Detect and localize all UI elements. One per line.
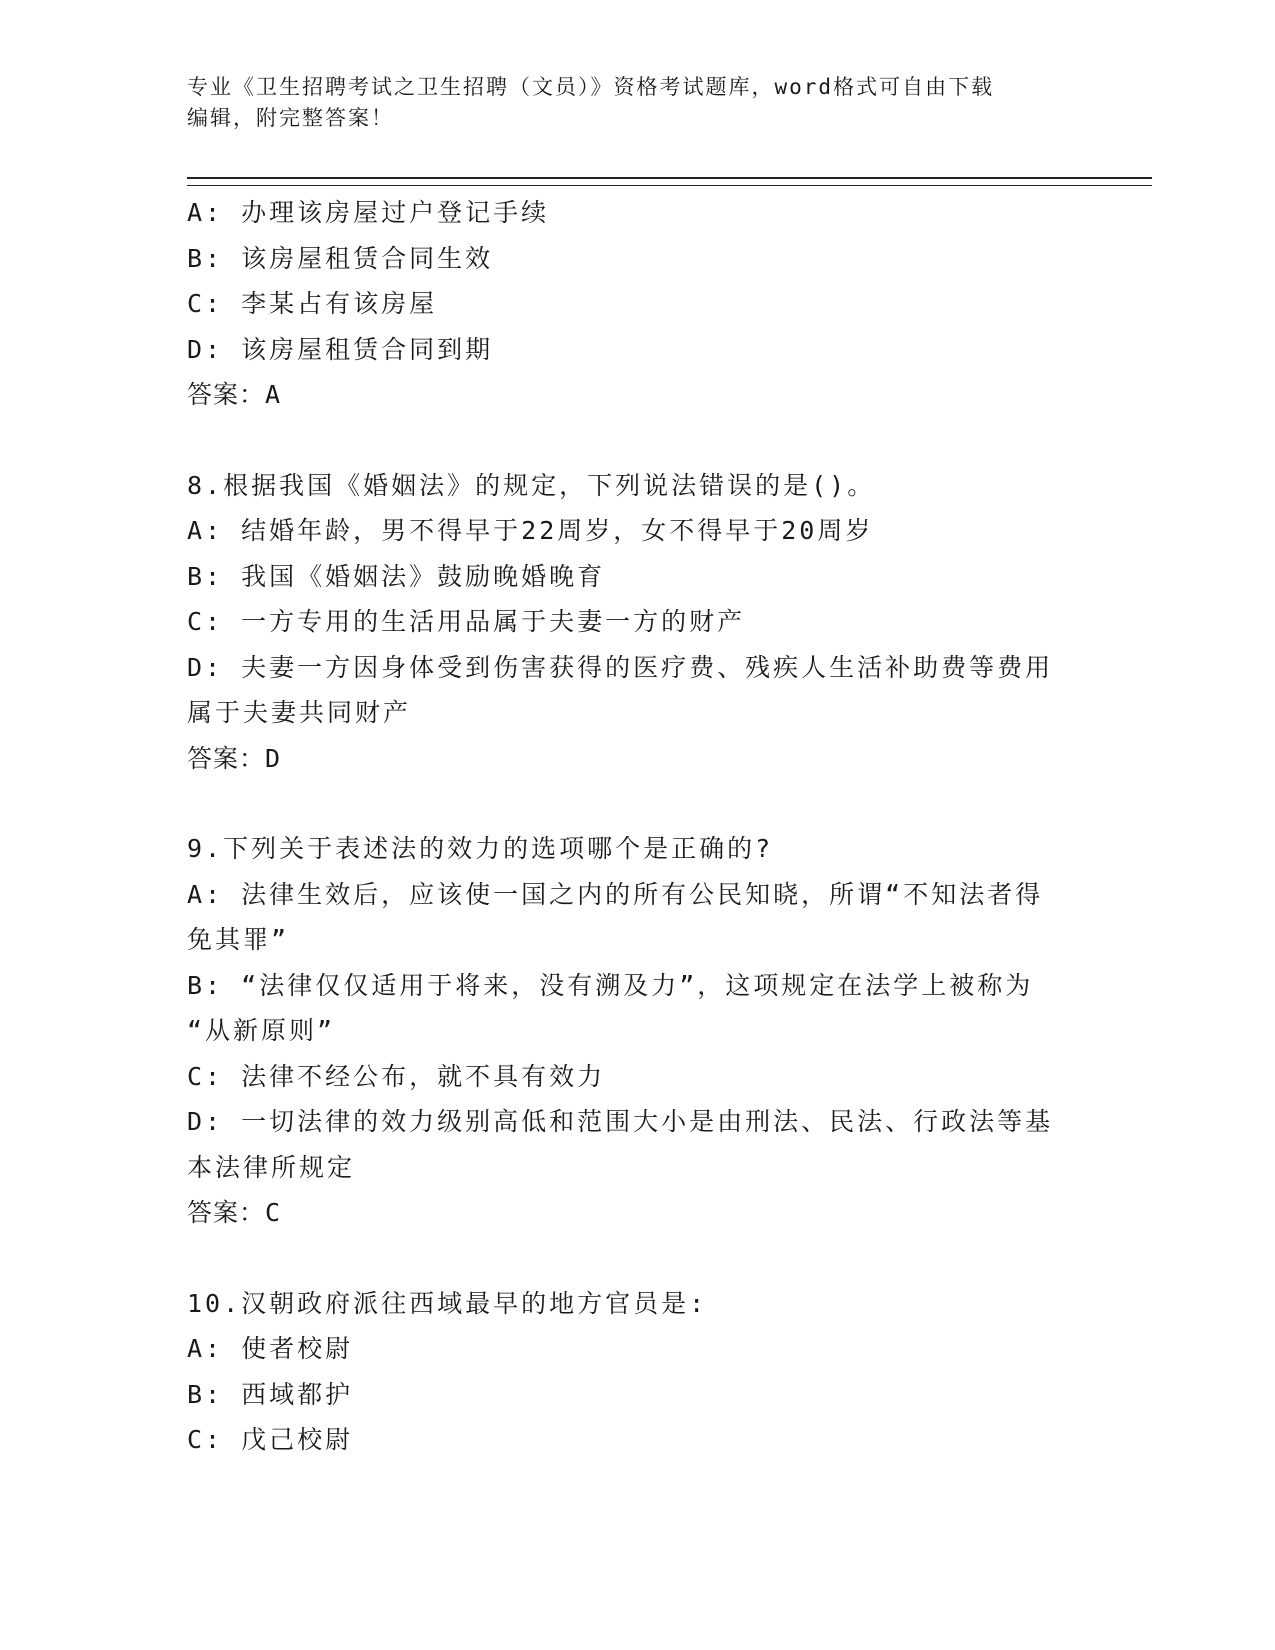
q9-answer: 答案：C [187, 1198, 282, 1227]
q9-option-a-line-2: 免其罪” [187, 925, 290, 954]
q8-option-b: B: 我国《婚姻法》鼓励晚婚晚育 [187, 561, 606, 591]
question-8 [187, 463, 1087, 782]
q7-option-c: C: 李某占有该房屋 [187, 289, 438, 318]
q8-option-a: A: 结婚年龄，男不得早于22周岁，女不得早于20周岁 [187, 516, 874, 545]
q9-option-d-line-2: 本法律所规定 [187, 1152, 356, 1182]
q10-option-a: A: 使者校尉 [187, 1334, 354, 1363]
q9-option-c: C: 法律不经公布，就不具有效力 [187, 1061, 606, 1091]
q9-question: 9.下列关于表述法的效力的选项哪个是正确的? [187, 834, 774, 863]
q8-option-d-line-2: 属于夫妻共同财产 [187, 698, 412, 727]
header-line-2: 编辑，附完整答案！ [187, 106, 394, 130]
q7-option-d: D: 该房屋租赁合同到期 [187, 334, 494, 364]
q8-question: 8.根据我国《婚姻法》的规定，下列说法错误的是()。 [187, 470, 876, 500]
question-9 [187, 826, 1087, 1236]
q8-option-c: C: 一方专用的生活用品属于夫妻一方的财产 [187, 607, 746, 636]
q9-option-b-line-1: B: “法律仅仅适用于将来，没有溯及力”，这项规定在法学上被称为 [187, 970, 1034, 1000]
header-divider [187, 177, 1152, 186]
q10-option-c: C: 戊己校尉 [187, 1425, 354, 1454]
spacer [187, 418, 1087, 463]
q8-option-d-line-1: D: 夫妻一方因身体受到伤害获得的医疗费、残疾人生活补助费等费用 [187, 652, 1054, 682]
q10-option-b: B: 西域都护 [187, 1379, 354, 1409]
q8-answer: 答案：D [187, 743, 282, 773]
q7-option-b: B: 该房屋租赁合同生效 [187, 243, 494, 273]
q9-option-d-line-1: D: 一切法律的效力级别高低和范围大小是由刑法、民法、行政法等基 [187, 1107, 1054, 1136]
question-list [187, 190, 1087, 1463]
document-header [187, 72, 1087, 134]
q7-answer: 答案：A [187, 380, 282, 409]
header-line-1: 专业《卫生招聘考试之卫生招聘（文员）》资格考试题库，word格式可自由下载 [187, 75, 995, 99]
q9-option-b-line-2: “从新原则” [187, 1016, 336, 1045]
spacer [187, 1236, 1087, 1281]
q7-option-a: A: 办理该房屋过户登记手续 [187, 198, 550, 227]
question-10 [187, 1281, 1087, 1463]
q9-option-a-line-1: A: 法律生效后，应该使一国之内的所有公民知晓，所谓“不知法者得 [187, 879, 1044, 909]
q10-question: 10.汉朝政府派往西域最早的地方官员是: [187, 1288, 708, 1318]
spacer [187, 781, 1087, 826]
question-7 [187, 190, 1087, 418]
